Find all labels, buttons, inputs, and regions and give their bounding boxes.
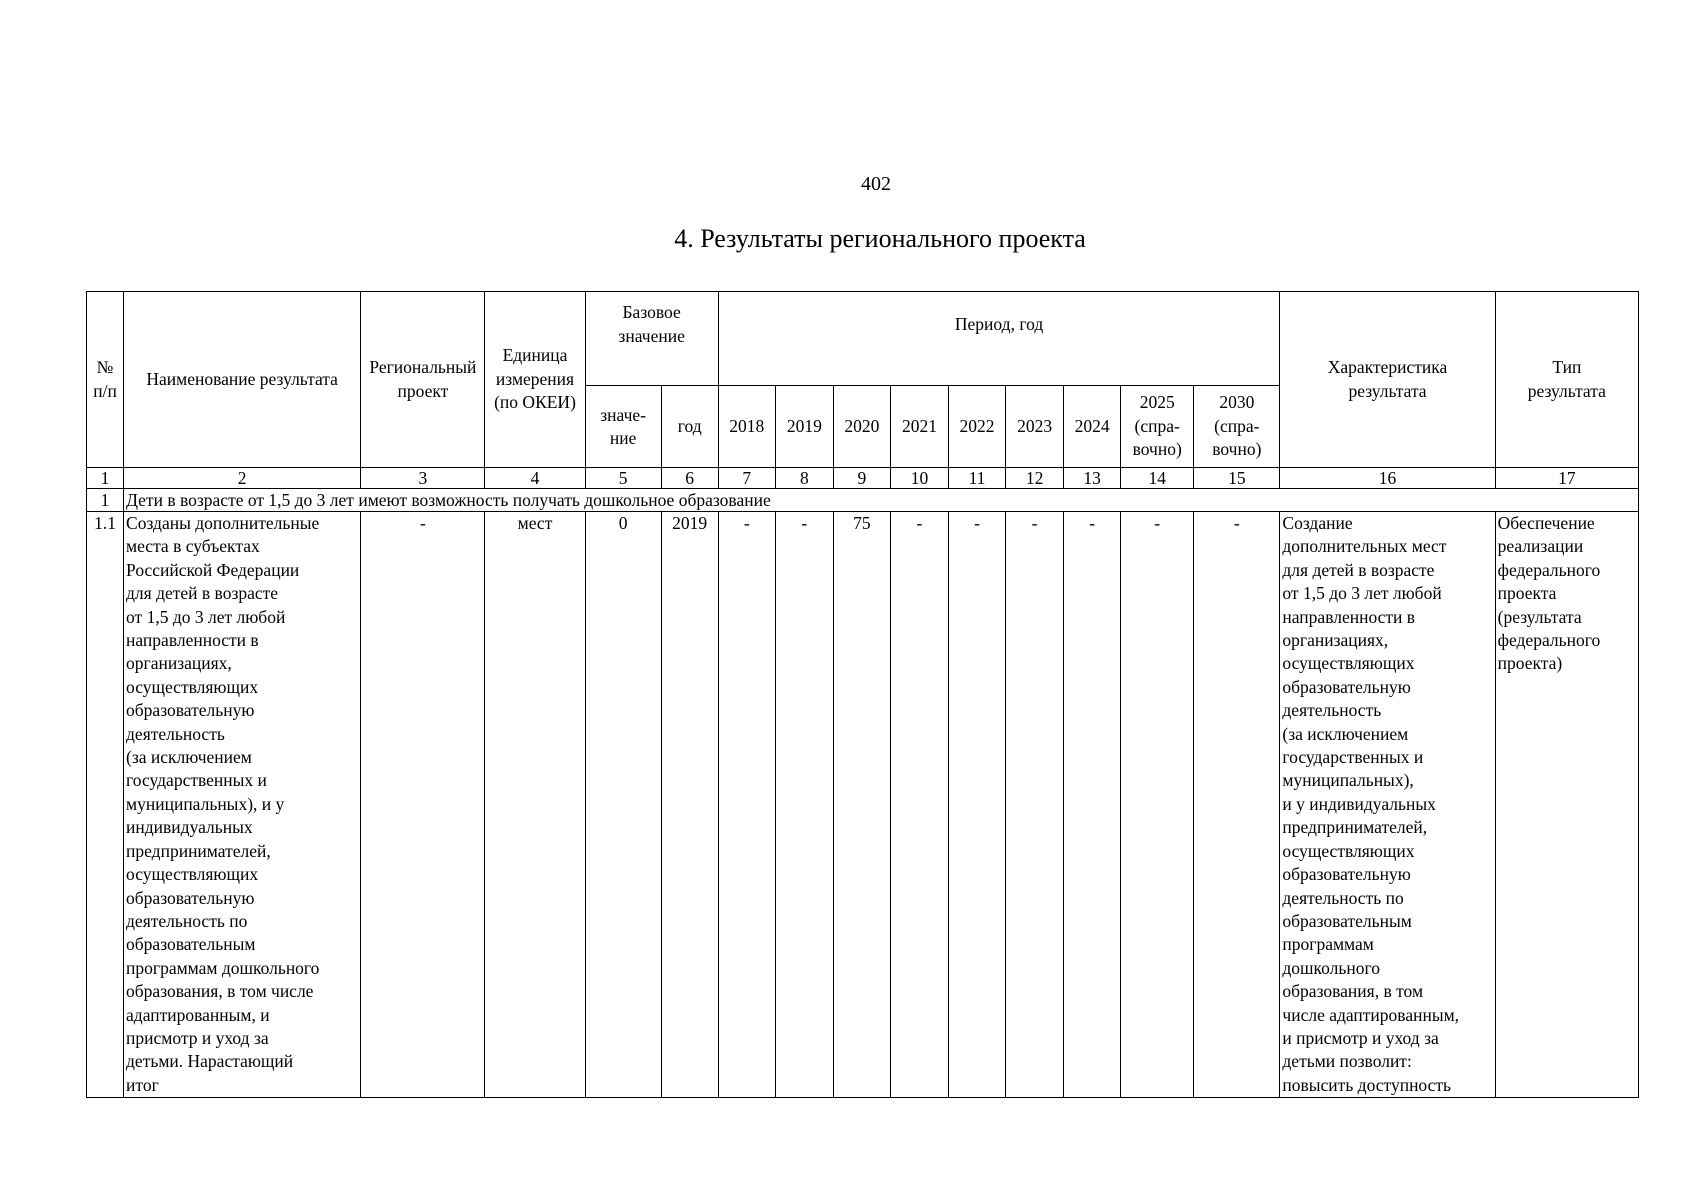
header-row-top — [87, 292, 1639, 386]
header-year: 2020 — [833, 386, 890, 468]
row-year-value: - — [1006, 512, 1064, 1098]
row-type: Обеспечение реализации федерального проекта (результата федерального проекта) — [1495, 512, 1638, 1098]
results-table — [86, 291, 1639, 1098]
section-row — [87, 489, 1639, 512]
header-year: 2024 — [1064, 386, 1121, 468]
header-year: 2025 (спра- вочно) — [1121, 386, 1194, 468]
column-number: 10 — [890, 468, 948, 489]
header-period-label: Период, год — [954, 313, 1044, 334]
column-number: 11 — [948, 468, 1005, 489]
row-year-value: - — [1064, 512, 1121, 1098]
header-year: 2019 — [775, 386, 833, 468]
section-num: 1 — [87, 489, 124, 512]
column-number: 13 — [1064, 468, 1121, 489]
header-base-sub-value: значе- ние — [585, 386, 661, 468]
row-name: Созданы дополнительные места в субъектах Российской Федерации для детей в возрасте от 1,5 до 3 лет любой направленности в организациях, осуществляющих образовательную деятельность (за исключением государственных и муниципальных), и у индивидуальных предпринимателей, осуществляющих образовательную деятельность по образовательным программам дошкольного образования, в том числе адаптированным, и присмотр и уход за детьми. Нарастающий итог — [124, 512, 361, 1098]
column-number: 6 — [661, 468, 718, 489]
row-year-value: - — [1121, 512, 1194, 1098]
row-base-value: 0 — [585, 512, 661, 1098]
header-base-value — [585, 292, 718, 386]
header-name: Наименование результата — [124, 292, 361, 468]
column-number: 2 — [124, 468, 361, 489]
row-base-year: 2019 — [661, 512, 718, 1098]
header-base-sub-year: год — [661, 386, 718, 468]
column-numbers-row — [87, 468, 1639, 489]
row-year-value: - — [718, 512, 775, 1098]
column-number: 17 — [1495, 468, 1638, 489]
column-number: 9 — [833, 468, 890, 489]
row-year-value: - — [948, 512, 1005, 1098]
column-number: 5 — [585, 468, 661, 489]
column-number: 14 — [1121, 468, 1194, 489]
column-number: 16 — [1280, 468, 1495, 489]
header-year: 2018 — [718, 386, 775, 468]
column-number: 1 — [87, 468, 124, 489]
column-number: 8 — [775, 468, 833, 489]
header-type: Тип результата — [1495, 292, 1638, 468]
column-number: 7 — [718, 468, 775, 489]
section-title-cell: Дети в возрасте от 1,5 до 3 лет имеют возможность получать дошкольное образование — [124, 489, 1639, 512]
row-year-value: - — [1194, 512, 1280, 1098]
header-period — [718, 292, 1280, 386]
header-year: 2030 (спра- вочно) — [1194, 386, 1280, 468]
section-title: 4. Результаты регионального проекта — [674, 224, 1086, 253]
header-year: 2023 — [1006, 386, 1064, 468]
header-unit: Единица измерения (по ОКЕИ) — [485, 292, 585, 468]
header-num: № п/п — [87, 292, 124, 468]
header-year: 2022 — [948, 386, 1005, 468]
column-number: 12 — [1006, 468, 1064, 489]
row-unit: мест — [485, 512, 585, 1098]
row-num: 1.1 — [87, 512, 124, 1098]
header-characteristic: Характеристика результата — [1280, 292, 1495, 468]
column-number: 4 — [485, 468, 585, 489]
row-year-value: - — [775, 512, 833, 1098]
column-number: 3 — [361, 468, 485, 489]
page-number: 402 — [861, 173, 891, 195]
header-year: 2021 — [890, 386, 948, 468]
row-year-value: - — [890, 512, 948, 1098]
column-number: 15 — [1194, 468, 1280, 489]
row-year-value: 75 — [833, 512, 890, 1098]
row-regional-project: - — [361, 512, 485, 1098]
header-regional-project: Региональный проект — [361, 292, 485, 468]
row-characteristic: Создание дополнительных мест для детей в возрасте от 1,5 до 3 лет любой направленности в организациях, осуществляющих образовательную деятельность (за исключением государственных и муниципальных), и у индивидуальных предпринимателей, осуществляющих образовательную деятельность по образовательным программам дошкольного образования, в том числе адаптированным, и присмотр и уход за детьми позволит: повысить доступность — [1280, 512, 1495, 1098]
header-base-value-label: Базовое значение — [618, 302, 685, 346]
table-row — [87, 512, 1639, 1098]
